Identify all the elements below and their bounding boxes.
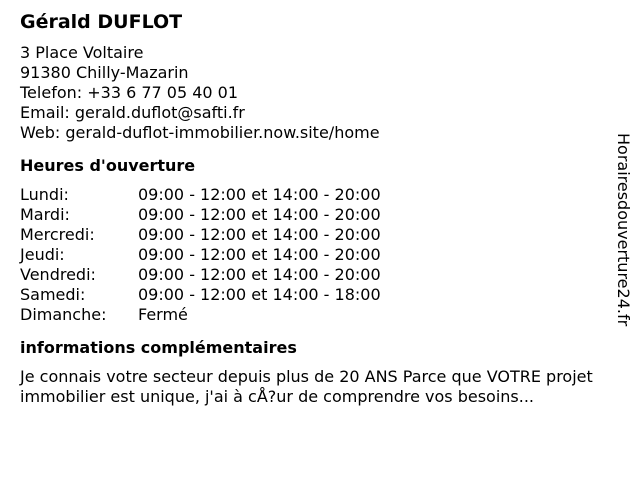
info-heading: informations complémentaires bbox=[20, 338, 297, 357]
day-label: Lundi: bbox=[20, 185, 69, 204]
day-hours: 09:00 - 12:00 et 14:00 - 20:00 bbox=[138, 265, 381, 284]
hours-heading: Heures d'ouverture bbox=[20, 156, 196, 175]
day-hours: 09:00 - 12:00 et 14:00 - 20:00 bbox=[138, 185, 381, 204]
address-street: 3 Place Voltaire bbox=[20, 43, 144, 62]
day-label: Dimanche: bbox=[20, 305, 107, 324]
hours-row bbox=[20, 305, 610, 325]
day-label: Jeudi: bbox=[20, 245, 65, 264]
day-hours: 09:00 - 12:00 et 14:00 - 20:00 bbox=[138, 225, 381, 244]
email-line: Email: gerald.duflot@safti.fr bbox=[20, 103, 245, 122]
day-hours: 09:00 - 12:00 et 14:00 - 20:00 bbox=[138, 205, 381, 224]
day-hours: 09:00 - 12:00 et 14:00 - 18:00 bbox=[138, 285, 381, 304]
hours-row bbox=[20, 265, 610, 285]
hours-row bbox=[20, 225, 610, 245]
hours-row bbox=[20, 205, 610, 225]
side-brand-watermark: Horairesdouverture24.fr bbox=[614, 133, 633, 327]
business-name: Gérald DUFLOT bbox=[20, 11, 183, 33]
info-text: Je connais votre secteur depuis plus de 20 ANS Parce que VOTRE projet immobilier est unique, j'ai à cÅ?ur de comprendre vos besoins... bbox=[20, 367, 593, 406]
phone-line: Telefon: +33 6 77 05 40 01 bbox=[20, 83, 239, 102]
day-label: Mardi: bbox=[20, 205, 70, 224]
hours-row bbox=[20, 245, 610, 265]
hours-row bbox=[20, 285, 610, 305]
address-city: 91380 Chilly-Mazarin bbox=[20, 63, 189, 82]
day-hours: 09:00 - 12:00 et 14:00 - 20:00 bbox=[138, 245, 381, 264]
day-label: Mercredi: bbox=[20, 225, 95, 244]
business-card bbox=[20, 10, 610, 407]
hours-table bbox=[20, 185, 610, 325]
day-label: Samedi: bbox=[20, 285, 86, 304]
day-label: Vendredi: bbox=[20, 265, 96, 284]
day-hours: Fermé bbox=[138, 305, 188, 324]
web-line: Web: gerald-duflot-immobilier.now.site/home bbox=[20, 123, 380, 142]
hours-row bbox=[20, 185, 610, 205]
